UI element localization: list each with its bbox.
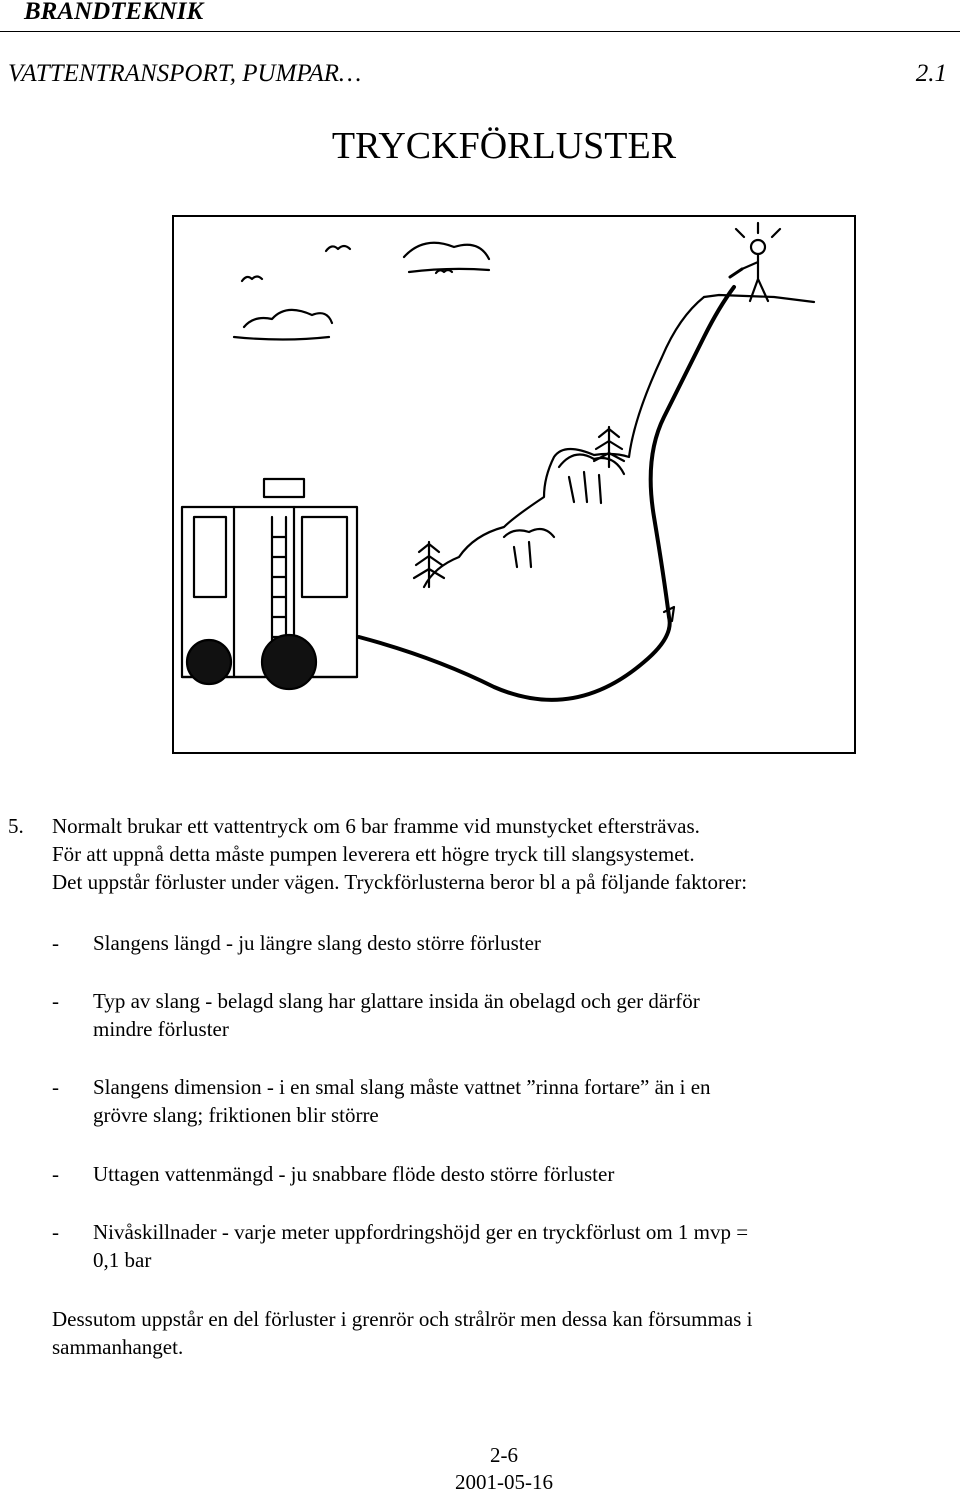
bullet-dash: - (52, 989, 59, 1013)
brand-title: BRANDTEKNIK (24, 0, 204, 25)
bullet-text: mindre förluster (93, 1017, 229, 1041)
bullet-text: grövre slang; friktionen blir större (93, 1103, 379, 1127)
intro-line-1: Normalt brukar ett vattentryck om 6 bar framme vid munstycket eftersträvas. (52, 814, 700, 838)
illustration-frame (172, 215, 856, 754)
bullet-dash: - (52, 1162, 59, 1186)
bullet-text: Slangens dimension - i en smal slang måste vattnet ”rinna fortare” än i en (93, 1075, 711, 1099)
closing-line-1: Dessutom uppstår en del förluster i grenrör och strålrör men dessa kan försummas i (52, 1307, 753, 1331)
bullet-text: 0,1 bar (93, 1248, 152, 1272)
section-number: 2.1 (915, 60, 947, 87)
bullet-text: Slangens längd - ju längre slang desto större förluster (93, 931, 541, 955)
page-date: 2001-05-16 (455, 1470, 553, 1494)
page-number: 2-6 (490, 1443, 518, 1467)
bullet-text: Nivåskillnader - varje meter uppfordringshöjd ger en tryckförlust om 1 mvp = (93, 1220, 749, 1244)
bullet-dash: - (52, 931, 59, 955)
bullet-dash: - (52, 1220, 59, 1244)
header-rule (0, 31, 960, 32)
page-title: TRYCKFÖRLUSTER (331, 125, 677, 167)
closing-line-2: sammanhanget. (52, 1335, 184, 1359)
intro-line-3: Det uppstår förluster under vägen. Tryckförlusterna beror bl a på följande faktorer: (52, 870, 748, 894)
intro-line-2: För att uppnå detta måste pumpen leverera ett högre tryck till slangsystemet. (52, 842, 695, 866)
bullet-text: Uttagen vattenmängd - ju snabbare flöde desto större förluster (93, 1162, 615, 1186)
intro-number: 5. (8, 814, 24, 838)
section-title: VATTENTRANSPORT, PUMPAR… (8, 60, 362, 87)
bullet-dash: - (52, 1075, 59, 1099)
fire-truck-hose-illustration (174, 217, 854, 752)
bullet-text: Typ av slang - belagd slang har glattare insida än obelagd och ger därför (93, 989, 700, 1013)
